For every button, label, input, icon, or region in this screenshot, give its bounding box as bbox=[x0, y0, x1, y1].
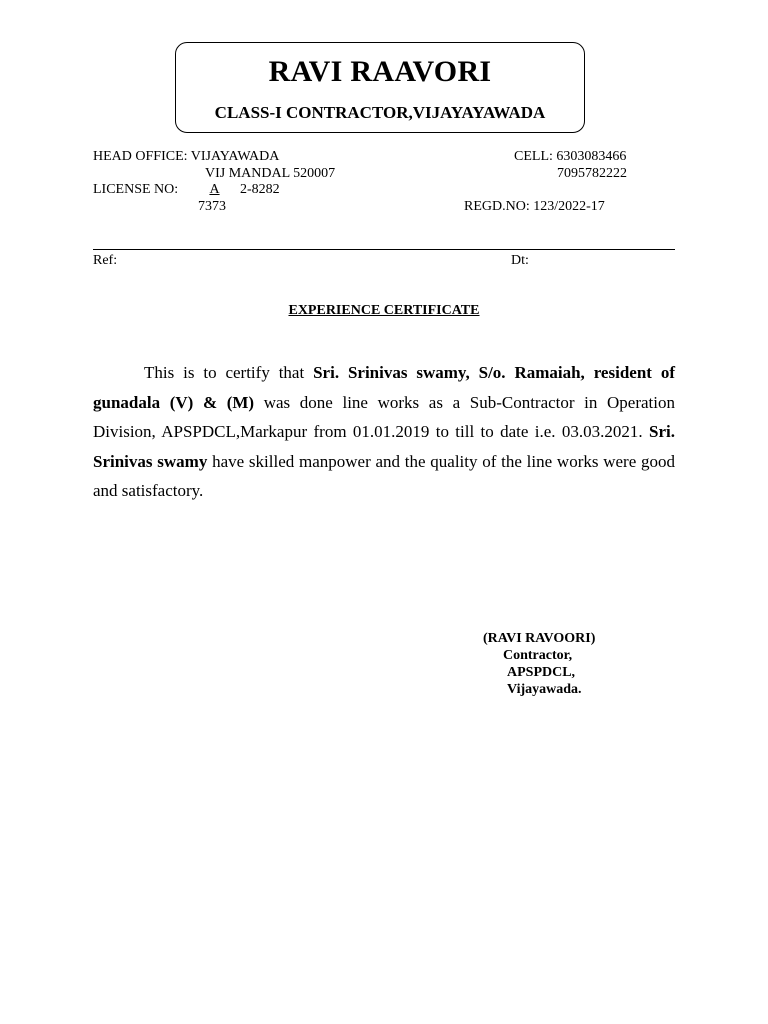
letterhead-box bbox=[175, 42, 585, 133]
office-address: VIJ MANDAL 520007 bbox=[205, 166, 336, 181]
signatory-org: APSPDCL, bbox=[507, 665, 576, 680]
signatory-designation: Contractor, bbox=[503, 648, 573, 663]
body-text-holder-repeat: Sri. Srinivas swamy bbox=[93, 422, 675, 471]
signatory-city: Vijayawada. bbox=[507, 682, 582, 697]
ref-label: Ref: bbox=[93, 253, 118, 268]
cell-number: CELL: 6303083466 bbox=[514, 149, 627, 164]
body-text-2: was done line works as a Sub-Contractor in Operation Division, APSPDCL,Markapur from 01.01.2019 to till to date i.e. 03.03.2021. bbox=[93, 392, 676, 442]
header-divider bbox=[93, 249, 675, 250]
license-suffix: 7373 bbox=[198, 199, 226, 214]
license-label: LICENSE NO: bbox=[93, 182, 179, 197]
firm-name: RAVI RAAVORI bbox=[268, 55, 492, 88]
body-text-holder: Sri. Srinivas swamy, S/o. Ramaiah, resident of gunadala (V) & (M) bbox=[93, 363, 675, 412]
certificate-title: EXPERIENCE CERTIFICATE bbox=[288, 303, 480, 318]
body-text-1: This is to certify that bbox=[144, 363, 314, 382]
head-office: HEAD OFFICE: VIJAYAWADA bbox=[93, 149, 280, 164]
signatory-name: (RAVI RAVOORI) bbox=[483, 631, 596, 646]
registration-number: REGD.NO: 123/2022-17 bbox=[464, 199, 605, 214]
license-class: A bbox=[209, 182, 220, 197]
cell-number-alt: 7095782222 bbox=[557, 166, 627, 181]
certificate-body bbox=[93, 358, 675, 506]
date-label: Dt: bbox=[511, 253, 529, 268]
firm-subtitle: CLASS-I CONTRACTOR,VIJAYAYAWADA bbox=[214, 103, 546, 122]
license-number: 2-8282 bbox=[240, 182, 280, 197]
body-text-3: have skilled manpower and the quality of the line works were good and satisfactory. bbox=[93, 451, 675, 501]
